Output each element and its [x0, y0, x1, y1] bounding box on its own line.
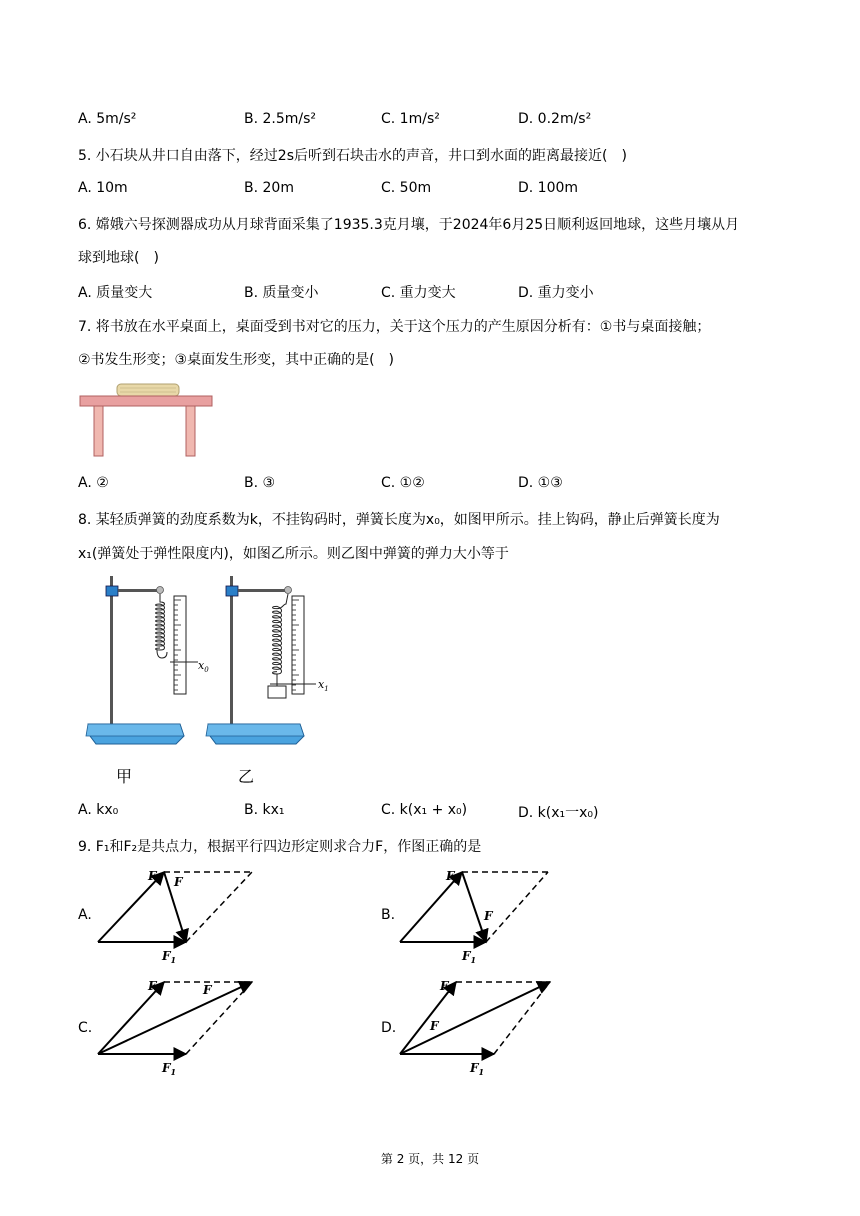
- q9b-f-label: F: [484, 909, 493, 923]
- q8-stem-line1: 8. 某轻质弹簧的劲度系数为k，不挂钩码时，弹簧长度为x₀，如图甲所示。挂上钩码，静止后弹簧长度为: [78, 512, 720, 528]
- q6-stem-line2: 球到地球( ): [78, 250, 159, 266]
- q9c-f-label: F: [203, 983, 212, 997]
- q7-option-d: D. ①③: [518, 475, 563, 491]
- q9b-f2-label: $F_2$: [446, 869, 461, 885]
- q9a-dashed-side: [186, 872, 252, 942]
- q9d-f-vector: [400, 982, 550, 1054]
- x1-mark: $x_1$: [318, 678, 329, 693]
- q9c-f2-label: $F_2$: [148, 979, 163, 995]
- q9-option-d-letter: D.: [381, 1020, 397, 1036]
- q5-option-d: D. 100m: [518, 180, 579, 196]
- q7-option-a: A. ②: [78, 475, 109, 491]
- q9-option-b-letter: B.: [381, 907, 396, 923]
- q9b-dashed-side: [486, 872, 548, 942]
- q6-option-a: A. 质量变大: [78, 285, 153, 301]
- q4-option-a: A. 5m/s²: [78, 111, 137, 127]
- q9-option-a-letter: A.: [78, 907, 92, 923]
- fig-label-jia: 甲: [116, 767, 133, 786]
- page-footer: 第 2 页，共 12 页: [380, 1152, 480, 1166]
- q9-stem: 9. F₁和F₂是共点力，根据平行四边形定则求合力F，作图正确的是: [78, 839, 482, 855]
- q9d-f1-label: $F_1$: [470, 1061, 485, 1077]
- q5-stem: 5. 小石块从井口自由落下，经过2s后听到石块击水的声音，井口到水面的距离最接近( ): [78, 148, 627, 164]
- q9a-f-label: F: [174, 875, 183, 889]
- q9a-f1-label: $F_1$: [162, 949, 177, 965]
- fig-label-yi: 乙: [238, 767, 255, 786]
- q9d-f2-label: $F_2$: [440, 979, 455, 995]
- q9d-f-label: F: [430, 1019, 439, 1033]
- q9-option-c-letter: C.: [78, 1020, 93, 1036]
- q9a-f2-label: $F_2$: [148, 869, 163, 885]
- q7-stem-line2: ②书发生形变；③桌面发生形变，其中正确的是( ): [78, 352, 395, 368]
- q8-option-c: C. k(x₁ + x₀): [381, 802, 468, 818]
- x0-mark: $x_0$: [198, 659, 209, 674]
- q9b-f1-label: $F_1$: [462, 949, 477, 965]
- q8-stem-line2: x₁(弹簧处于弹性限度内)，如图乙所示。则乙图中弹簧的弹力大小等于: [78, 546, 509, 562]
- q6-option-c: C. 重力变大: [381, 285, 456, 301]
- q6-option-b: B. 质量变小: [244, 285, 319, 301]
- q4-option-b: B. 2.5m/s²: [244, 111, 317, 127]
- q4-option-d: D. 0.2m/s²: [518, 111, 592, 127]
- q9d-dashed-side: [494, 982, 550, 1054]
- q7-stem-line1: 7. 将书放在水平桌面上，桌面受到书对它的压力，关于这个压力的产生原因分析有：①书与桌面接触；: [78, 319, 711, 335]
- q5-option-b: B. 20m: [244, 180, 294, 196]
- q7-option-b: B. ③: [244, 475, 276, 491]
- q9c-f-vector: [98, 982, 252, 1054]
- q6-stem-line1: 6. 嫦娥六号探测器成功从月球背面采集了1935.3克月壤，于2024年6月25日顺利返回地球，这些月壤从月: [78, 217, 740, 233]
- q7-option-c: C. ①②: [381, 475, 425, 491]
- q9b-f-vector: [462, 872, 486, 942]
- q8-option-a: A. kx₀: [78, 802, 119, 818]
- q5-option-c: C. 50m: [381, 180, 432, 196]
- q8-option-b: B. kx₁: [244, 802, 285, 818]
- q9c-dashed-side: [186, 982, 252, 1054]
- q6-option-d: D. 重力变小: [518, 285, 594, 301]
- q4-option-c: C. 1m/s²: [381, 111, 440, 127]
- q9c-f1-label: $F_1$: [162, 1061, 177, 1077]
- q5-option-a: A. 10m: [78, 180, 128, 196]
- q8-option-d: D. k(x₁一x₀): [518, 805, 599, 821]
